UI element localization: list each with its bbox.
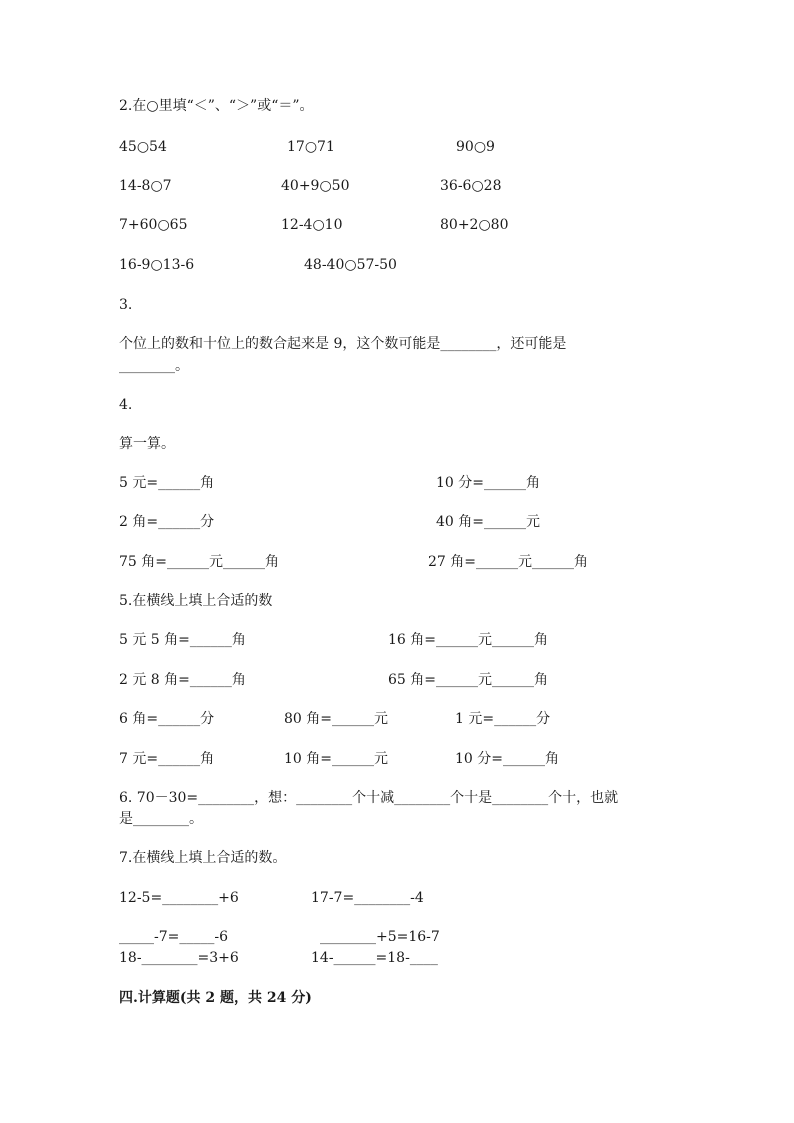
q7-item: 17-7=________-4 <box>311 890 424 906</box>
q2-title: 2.在○里填“＜”、“＞”或“＝”。 <box>119 98 314 114</box>
q5-item: 6 角=______分 <box>119 711 215 727</box>
q5-item: 16 角=______元______角 <box>388 632 548 648</box>
q2-item: 16-9○13-6 <box>119 257 195 273</box>
q2-item: 14-8○7 <box>119 178 172 194</box>
q5-item: 5 元 5 角=______角 <box>119 632 246 648</box>
q4-item: 40 角=______元 <box>436 514 540 530</box>
q2-item: 12-4○10 <box>281 217 343 233</box>
q2-item: 17○71 <box>287 139 335 155</box>
q2-item: 48-40○57-50 <box>304 257 397 273</box>
q7-item: 12-5=________+6 <box>119 890 239 906</box>
q5-item: 80 角=______元 <box>284 711 388 727</box>
q7-title: 7.在横线上填上合适的数。 <box>119 850 287 866</box>
q4-item: 2 角=______分 <box>119 514 215 530</box>
q5-item: 2 元 8 角=______角 <box>119 672 246 688</box>
q2-item: 7+60○65 <box>119 217 188 233</box>
q2-item: 90○9 <box>456 139 495 155</box>
q2-item: 80+2○80 <box>440 217 509 233</box>
q5-item: 1 元=______分 <box>455 711 551 727</box>
q5-item: 10 角=______元 <box>284 751 388 767</box>
q3-line2: ________。 <box>119 358 189 374</box>
q5-item: 7 元=______角 <box>119 751 215 767</box>
q5-title: 5.在横线上填上合适的数 <box>119 593 273 609</box>
q6-line2: 是________。 <box>119 811 203 827</box>
q3-number: 3. <box>119 297 133 313</box>
q2-item: 40+9○50 <box>281 178 350 194</box>
q4-item: 27 角=______元______角 <box>428 554 588 570</box>
q3-line1: 个位上的数和十位上的数合起来是 9，这个数可能是________，还可能是 <box>119 336 567 352</box>
q6-line1: 6. 70－30=________，想：________个十减________个十是________个十，也就 <box>119 790 619 806</box>
q2-item: 36-6○28 <box>440 178 502 194</box>
q4-item: 75 角=______元______角 <box>119 554 279 570</box>
q5-item: 65 角=______元______角 <box>388 672 548 688</box>
q7-item: 14-______=18-____ <box>311 950 438 966</box>
q7-item: ________+5=16-7 <box>320 929 440 945</box>
q5-item: 10 分=______角 <box>455 751 559 767</box>
section-heading: 四.计算题(共 2 题，共 24 分) <box>119 990 312 1006</box>
q7-item: 18-________=3+6 <box>119 950 239 966</box>
q4-number: 4. <box>119 397 133 413</box>
q2-item: 45○54 <box>119 139 167 155</box>
q4-item: 5 元=______角 <box>119 475 215 491</box>
q4-intro: 算一算。 <box>119 436 175 452</box>
q7-item: _____-7=_____-6 <box>119 929 229 945</box>
q4-item: 10 分=______角 <box>436 475 540 491</box>
